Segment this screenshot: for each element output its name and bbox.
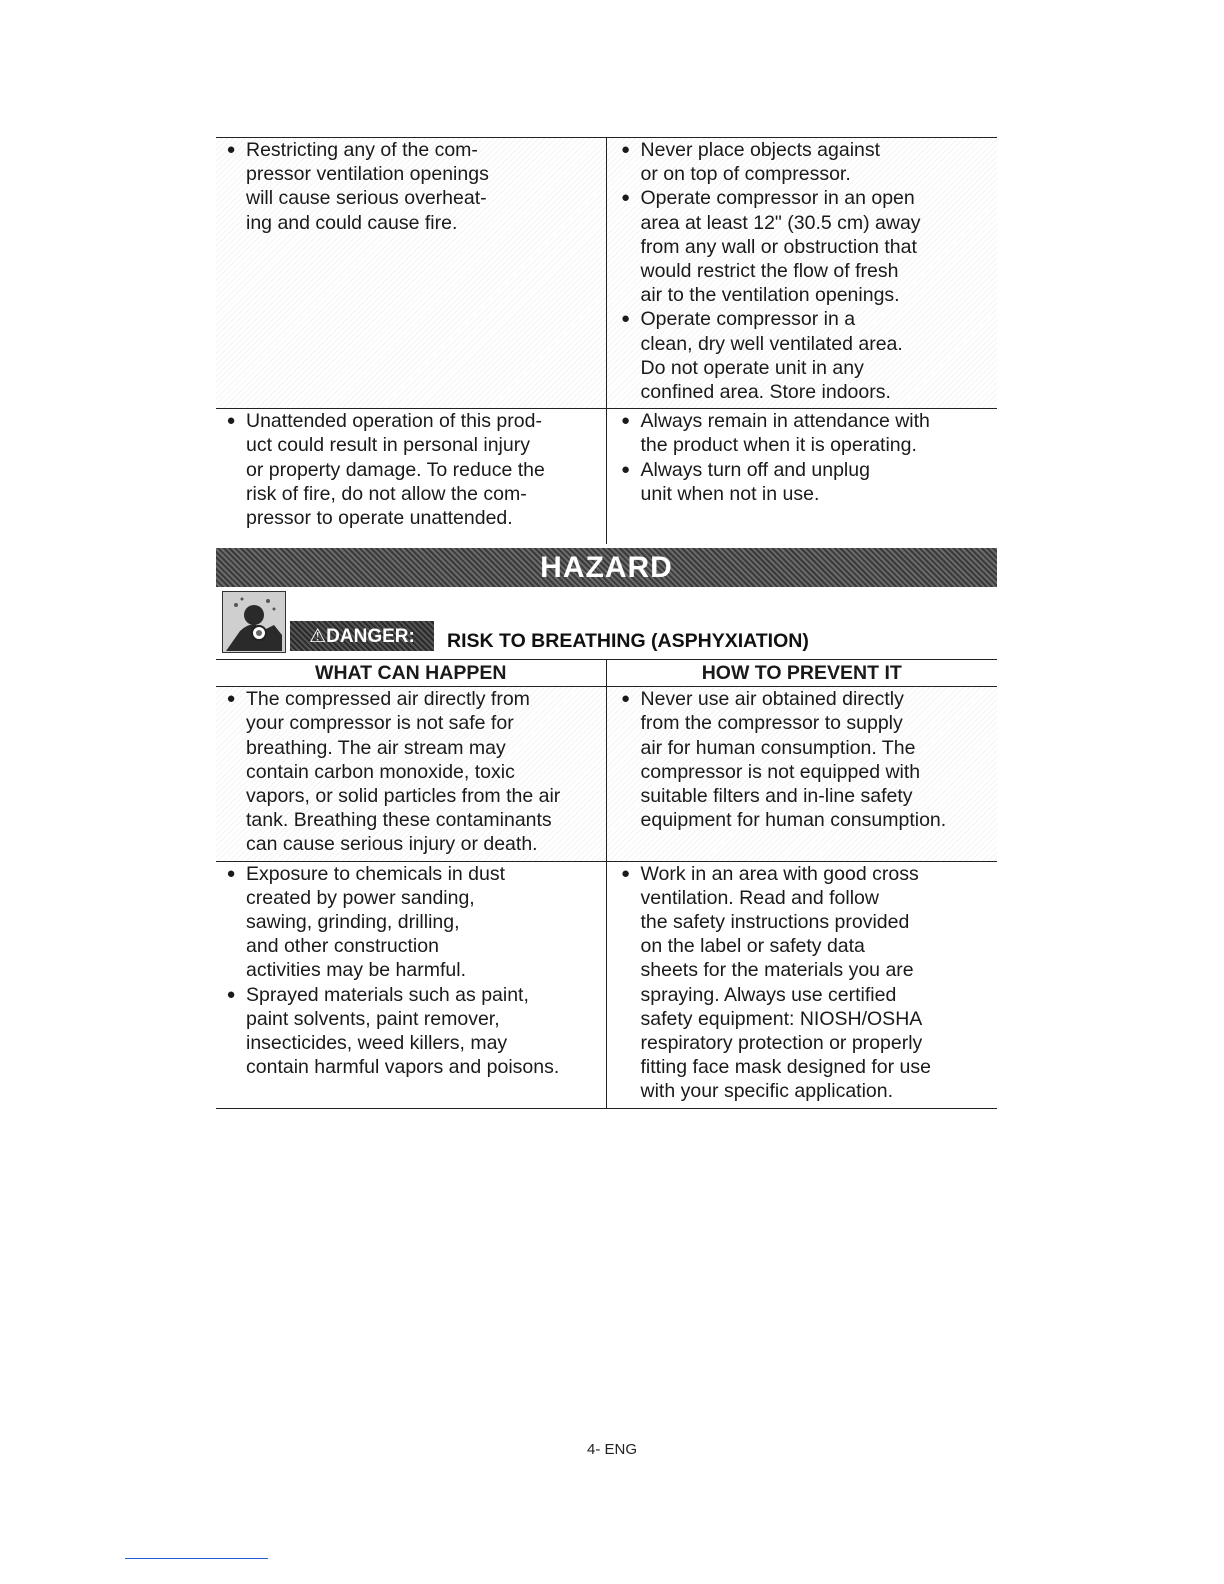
prevention-cell	[607, 409, 998, 544]
table-header-row	[216, 660, 997, 687]
list-item: ● Operate compressor in a clean, dry well ventilated area. Do not operate unit in any confined area. Store indoors.	[611, 307, 992, 404]
bullet-icon: ●	[226, 864, 236, 882]
prevention-cell	[607, 687, 998, 860]
breathing-hazard-table	[216, 659, 997, 1109]
table-row	[216, 861, 997, 1108]
bullet-icon: ●	[226, 141, 236, 158]
footer-rule	[125, 1558, 268, 1559]
bullet-icon: ●	[226, 985, 236, 1003]
prevention-cell	[607, 138, 998, 408]
list-item: ● Always remain in attendance with the product when it is operating.	[611, 409, 992, 457]
list-item: ● Never place objects against or on top of compressor.	[611, 138, 992, 186]
table-row	[216, 138, 997, 408]
bullet-icon: ●	[620, 189, 631, 207]
table-row	[216, 408, 997, 544]
hazard-title: HAZARD	[540, 550, 673, 584]
top-safety-table	[216, 137, 997, 544]
risk-title: RISK TO BREATHING (ASPHYXIATION)	[447, 630, 809, 652]
prevention-cell	[607, 862, 998, 1108]
list-item: ● The compressed air directly from your compressor is not safe for breathing. The air stream may contain carbon monoxide, toxic vapors, or solid particles from the air tank. Breathing these contaminants can cause serious injury or death.	[216, 687, 600, 856]
bullet-icon: ●	[620, 460, 631, 478]
bullet-icon: ●	[226, 412, 236, 430]
column-header-how-to-prevent: HOW TO PREVENT IT	[607, 660, 998, 687]
column-header-what-can-happen: WHAT CAN HAPPEN	[216, 660, 607, 687]
hazard-cell	[216, 687, 607, 860]
list-item: ● Restricting any of the com- pressor ventilation openings will cause serious overheat- ing and could cause fire.	[216, 138, 600, 235]
hazard-banner	[216, 548, 997, 587]
bullet-icon: ●	[226, 690, 236, 708]
list-item: ● Always turn off and unplug unit when not in use.	[611, 458, 992, 506]
list-item: ● Never use air obtained directly from the compressor to supply air for human consumption. The compressor is not equipped with suitable filters and in-line safety equipment for human consumption.	[611, 687, 992, 832]
page-number: 4- ENG	[586, 1441, 637, 1458]
table-row	[216, 687, 997, 860]
asphyxiation-warning-icon	[222, 591, 286, 653]
hazard-cell	[216, 138, 607, 408]
list-item: ● Operate compressor in an open area at least 12" (30.5 cm) away from any wall or obstruction that would restrict the flow of fresh air to the ventilation openings.	[611, 186, 992, 307]
list-item: ● Exposure to chemicals in dust created by power sanding, sawing, grinding, drilling, and other construction activities may be harmful.	[216, 862, 600, 983]
list-item: ● Work in an area with good cross ventilation. Read and follow the safety instructions provided on the label or safety data sheets for the materials you are spraying. Always use certified safety equipment: NIOSH/OSHA respiratory protection or properly fitting face mask designed for use with your specific application.	[611, 862, 992, 1104]
danger-signal-label: ⚠DANGER:	[290, 621, 434, 651]
bullet-icon: ●	[620, 412, 631, 430]
list-item: ● Sprayed materials such as paint, paint solvents, paint remover, insecticides, weed killers, may contain harmful vapors and poisons.	[216, 983, 600, 1080]
hazard-cell	[216, 409, 607, 544]
hazard-cell	[216, 862, 607, 1108]
bullet-icon: ●	[620, 864, 631, 882]
list-item: ● Unattended operation of this prod- uct could result in personal injury or property damage. To reduce the risk of fire, do not allow the com- pressor to operate unattended.	[216, 409, 600, 530]
bullet-icon: ●	[620, 310, 631, 328]
bullet-icon: ●	[620, 690, 631, 708]
bullet-icon: ●	[620, 141, 631, 158]
